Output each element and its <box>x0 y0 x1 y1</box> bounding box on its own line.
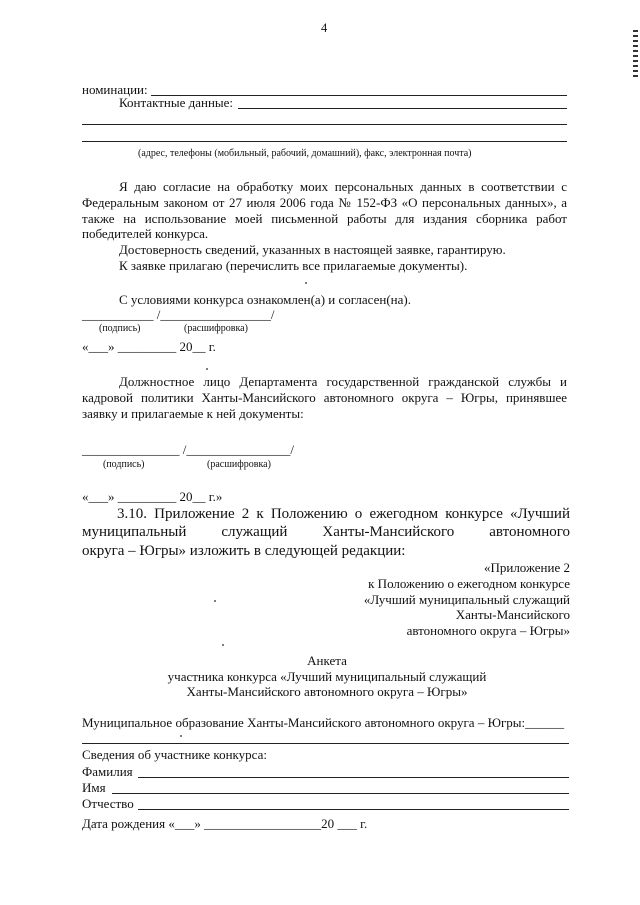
contact-field-line-3[interactable] <box>82 141 567 142</box>
form-title: Анкета <box>307 653 347 668</box>
attachment-text: К заявке прилагаю (перечислить все прилагаемые документы). <box>119 258 468 273</box>
appendix-line-2: к Положению о ежегодном конкурсе <box>368 576 570 591</box>
page-number: 4 <box>321 21 328 35</box>
official-line-3: заявку и прилагаемые к ней документы: <box>82 406 304 421</box>
applicant-decoding-caption: (расшифровка) <box>184 323 248 334</box>
appendix-line-3: «Лучший муниципальный служащий <box>363 592 570 607</box>
surname-field[interactable] <box>138 777 569 778</box>
participant-info-label: Сведения об участнике конкурса: <box>82 747 267 762</box>
appendix-line-1: «Приложение 2 <box>483 560 570 575</box>
form-subtitle-1: участника конкурса «Лучший муниципальный служащий <box>167 669 487 684</box>
consent-line-1: Я даю согласие на обработку моих персональных данных в соответствии с <box>119 179 567 194</box>
scan-speck-2 <box>206 368 208 370</box>
name-label: Имя <box>82 780 106 795</box>
scan-speck <box>305 282 307 284</box>
official-line-1: Должностное лицо Департамента государственной гражданской службы и <box>119 374 567 389</box>
applicant-signature-line[interactable]: ___________ /_________________/ <box>82 307 275 322</box>
name-field[interactable] <box>112 793 569 794</box>
scan-speck-4 <box>222 644 224 646</box>
amendment-line-3: округа – Югры» изложить в следующей редакции: <box>82 543 406 559</box>
scan-speck-5 <box>180 735 182 737</box>
form-subtitle-2: Ханты-Мансийского автономного округа – Югры» <box>186 684 468 699</box>
municipality-field[interactable]: Муниципальное образование Ханты-Мансийского автономного округа – Югры:______ <box>82 715 565 730</box>
patronymic-field[interactable] <box>138 809 569 810</box>
nomination-label: номинации: <box>82 82 148 97</box>
official-decoding-caption: (расшифровка) <box>207 459 271 470</box>
consent-line-3: также на использование моей письменной работы для издания сборника работ <box>82 211 567 226</box>
scan-speck-3 <box>214 600 216 602</box>
contact-caption: (адрес, телефоны (мобильный, рабочий, домашний), факс, электронная почта) <box>138 148 472 159</box>
applicant-signature-caption: (подпись) <box>99 323 141 334</box>
contact-field-line-2[interactable] <box>82 124 567 125</box>
surname-label: Фамилия <box>82 764 133 779</box>
appendix-line-4: Ханты-Мансийского <box>455 607 570 622</box>
scan-edge-marks <box>633 30 638 80</box>
applicant-date-line[interactable]: «___» _________ 20__ г. <box>82 339 216 354</box>
contact-label: Контактные данные: <box>119 95 234 110</box>
consent-line-4: победителей конкурса. <box>82 226 209 241</box>
consent-line-2: Федеральным законом от 27 июля 2006 года № 152-ФЗ «О персональных данных», а <box>82 195 567 210</box>
reliability-text: Достоверность сведений, указанных в настоящей заявке, гарантирую. <box>119 242 506 257</box>
appendix-line-5: автономного округа – Югры» <box>406 623 570 638</box>
birth-date-field[interactable]: Дата рождения «___» __________________20 ___ г. <box>82 816 368 831</box>
official-line-2: кадровой политики Ханты-Мансийского автономного округа – Югры, принявшее <box>82 390 567 405</box>
contact-field[interactable] <box>238 108 567 109</box>
official-signature-caption: (подпись) <box>103 459 145 470</box>
municipality-field-line-2[interactable] <box>82 743 569 744</box>
amendment-line-1: 3.10. Приложение 2 к Положению о ежегодном конкурсе «Лучший <box>117 506 570 522</box>
agreement-text: С условиями конкурса ознакомлен(а) и согласен(на). <box>119 292 411 307</box>
official-signature-line[interactable]: _______________ /________________/ <box>82 442 294 457</box>
official-date-line[interactable]: «___» _________ 20__ г.» <box>82 489 223 504</box>
amendment-line-2: муниципальный служащий Ханты-Мансийского автономного <box>82 524 570 540</box>
patronymic-label: Отчество <box>82 796 134 811</box>
